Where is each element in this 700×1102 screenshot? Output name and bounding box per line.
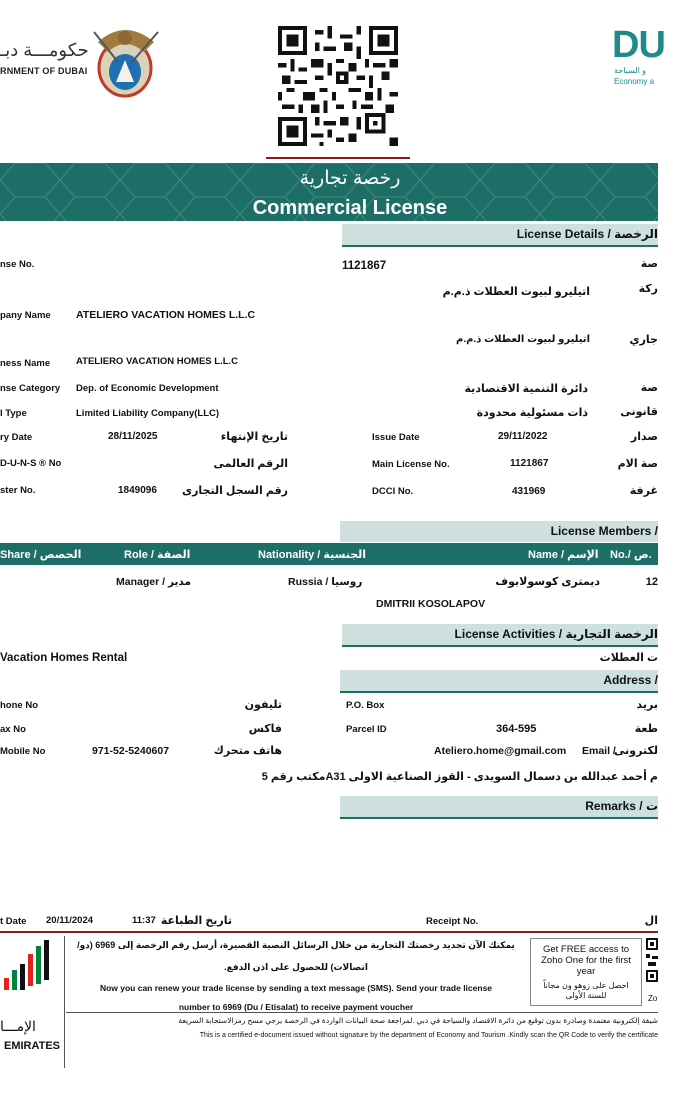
qr-underline (266, 157, 410, 159)
main-license-value: 1121867 (510, 458, 549, 469)
government-english-name: RNMENT OF DUBAI (0, 66, 88, 76)
company-name-arabic-value: اتيليرو لبيوت العطلات ذ.م.م (442, 286, 590, 298)
activity-english: Vacation Homes Rental (0, 652, 128, 664)
mobile-label: Mobile No (0, 746, 46, 757)
phone-arabic-label: تليفون (244, 699, 282, 711)
dubai-emblem (88, 22, 166, 100)
title-banner (0, 163, 658, 221)
license-no-label: nse No. (0, 259, 35, 270)
receipt-no-label: Receipt No. (426, 916, 479, 927)
logo-english-text: Economy a (614, 77, 655, 86)
po-box-arabic-label: بريد (636, 699, 658, 711)
remarks-title: Remarks / ت (585, 799, 658, 813)
license-category-arabic-label: صة (640, 382, 658, 394)
dubai-economy-logo: DU (612, 24, 665, 66)
banner-title-arabic: رخصة تجارية (299, 168, 401, 189)
uae-english-text: EMIRATES (4, 1040, 61, 1052)
fax-label: ax No (0, 724, 26, 735)
parcel-id-label: Parcel ID (346, 724, 387, 735)
mobile-arabic-label: هاتف متحرك (213, 745, 282, 757)
business-name-label: ness Name (0, 358, 51, 369)
zoho-qr-code[interactable] (646, 938, 660, 986)
print-time-value: 11:37 (132, 915, 156, 926)
email-arabic-label: لكترونى (614, 745, 658, 757)
register-no-label: ster No. (0, 485, 36, 496)
duns-label: D-U-N-S ® No (0, 458, 62, 469)
uae-logo (0, 940, 62, 998)
dcci-label: DCCI No. (372, 486, 414, 497)
issue-date-label: Issue Date (372, 432, 420, 443)
company-name-label: pany Name (0, 310, 51, 321)
license-category-value: Dep. of Economic Development (76, 383, 219, 394)
address-title: Address / (603, 673, 658, 687)
member-name-english: DMITRII KOSOLAPOV (376, 598, 486, 610)
legal-type-value: Limited Liability Company(LLC) (76, 408, 220, 419)
print-date-value: 20/11/2024 (46, 915, 94, 926)
license-members-title: License Members / (550, 524, 658, 538)
renew-sms-english-line2: number to 6969 (Du / Etisalat) to receive payment voucher (178, 1002, 414, 1012)
government-arabic-name: حكومـــة دبـ (0, 40, 89, 60)
license-category-label: nse Category (0, 383, 61, 394)
address-header (340, 670, 658, 691)
email-label: Email / (582, 745, 616, 757)
remarks-header (340, 796, 658, 817)
qr-code[interactable] (278, 26, 398, 146)
zoho-label: Zo (648, 994, 658, 1003)
email-value[interactable]: Ateliero.home@gmail.com (434, 745, 567, 757)
trade-name-arabic-value: اتيليرو لبيوت العطلات ذ.م.م (456, 334, 590, 345)
zoho-offer-box[interactable] (530, 938, 642, 1006)
column-share: Share / الحصص (0, 549, 82, 561)
full-address: م أحمد عبدالله بن دسمال السويدى - القوز الصناعية الاولى A31مكتب رقم 5 (261, 771, 658, 783)
renew-sms-arabic: يمكنك الآن تجديد رخصتك التجارية من خلال الرسائل النصية القصيرة، أرسل رقم الرخصة إلى 6969 (دو/ (77, 940, 515, 950)
renew-sms-arabic-line2: اتصالات) للحصول على اذن الدفع. (224, 962, 368, 972)
license-details-header (342, 224, 658, 245)
trade-name-arabic-label: جاري (629, 334, 658, 346)
license-activities-title: License Activities / الرخصة التجارية (454, 627, 658, 641)
logo-arabic-text: و السياحة (614, 66, 646, 75)
license-category-arabic-value: دائرة التنمية الاقتصادية (464, 383, 588, 395)
mobile-value: 971-52-5240607 (92, 745, 170, 757)
column-name: Name / الإسم (528, 549, 599, 561)
register-no-arabic-label: رقم السجل التجارى (182, 485, 288, 497)
license-members-header (340, 521, 658, 542)
section-divider (340, 691, 658, 693)
member-no: 12 (645, 576, 658, 588)
zoho-offer-arabic: احصل على زوهو ون مجاناً للسنة الأولى (543, 981, 629, 1000)
uae-arabic-text: الإمـــا (0, 1018, 36, 1034)
certified-note-arabic: شيقة إلكترونية معتمدة وصادرة بدون توقيع من دائرة الاقتصاد والسياحة في دبي .لمراجعة صحة البيانات الواردة في الرخصة يرجي مسح رمزالاستجابة السريعة (178, 1016, 658, 1025)
column-role: Role / الصفة (124, 549, 191, 561)
legal-type-arabic-label: قانونى (620, 406, 658, 418)
receipt-arabic-label: ال (644, 915, 658, 927)
main-license-label: Main License No. (372, 459, 450, 470)
renew-sms-english: Now you can renew your trade license by sending a text message (SMS). Send your trade license (99, 983, 493, 993)
license-details-title: License Details / الرخصة (516, 227, 658, 241)
expiry-date-value: 28/11/2025 (108, 431, 158, 442)
zoho-offer-english: Get FREE access to Zoho One for the first year (541, 944, 631, 977)
main-license-arabic-label: صة الام (617, 458, 658, 470)
column-no: No./ ص. (610, 549, 652, 561)
dcci-arabic-label: غرفة (629, 485, 658, 497)
license-activities-header (342, 624, 658, 645)
fax-arabic-label: فاكس (248, 723, 282, 735)
section-divider (340, 817, 658, 819)
print-date-arabic-label: تاريخ الطباعة (160, 915, 232, 927)
section-divider (342, 645, 658, 647)
section-divider (342, 245, 658, 247)
legal-type-arabic-value: ذات مسئولية محدودة (476, 407, 588, 419)
activity-arabic: ت العطلات (599, 652, 658, 664)
banner-title-english: Commercial License (252, 197, 448, 219)
dcci-value: 431969 (512, 486, 546, 497)
business-name-value: ATELIERO VACATION HOMES L.L.C (76, 356, 239, 367)
members-table-header (0, 543, 658, 565)
member-role: Manager / مدير (116, 576, 191, 588)
print-date-label: t Date (0, 916, 27, 927)
member-nationality: Russia / روسيا (288, 576, 363, 588)
column-nationality: Nationality / الجنسية (258, 549, 367, 561)
license-no-arabic-label: صة (640, 258, 658, 270)
register-no-value: 1849096 (118, 485, 157, 496)
footer-divider (0, 931, 658, 933)
legal-type-label: l Type (0, 408, 27, 419)
license-no-value: 1121867 (342, 260, 387, 272)
phone-label: hone No (0, 700, 38, 711)
po-box-label: P.O. Box (346, 700, 385, 711)
expiry-date-arabic-label: تاريخ الإنتهاء (220, 431, 288, 443)
duns-arabic-label: الرقم العالمى (213, 458, 288, 470)
company-name-value: ATELIERO VACATION HOMES L.L.C (76, 309, 256, 321)
certified-note-english: This is a certified e-document issued without signature by the department of Economy and Tourism .Kindly scan the QR Code to verify the certificate (199, 1032, 658, 1039)
expiry-date-label: ry Date (0, 432, 33, 443)
footer-line (66, 1012, 658, 1013)
member-name-arabic: ديمترى كوسولابوف (495, 576, 600, 588)
parcel-id-arabic-label: طعة (634, 723, 658, 735)
parcel-id-value: 364-595 (496, 723, 537, 735)
issue-date-arabic-label: صدار (630, 431, 658, 443)
issue-date-value: 29/11/2022 (498, 431, 548, 442)
footer-vertical-divider (64, 936, 65, 1068)
company-name-arabic-label: ركة (638, 283, 658, 295)
